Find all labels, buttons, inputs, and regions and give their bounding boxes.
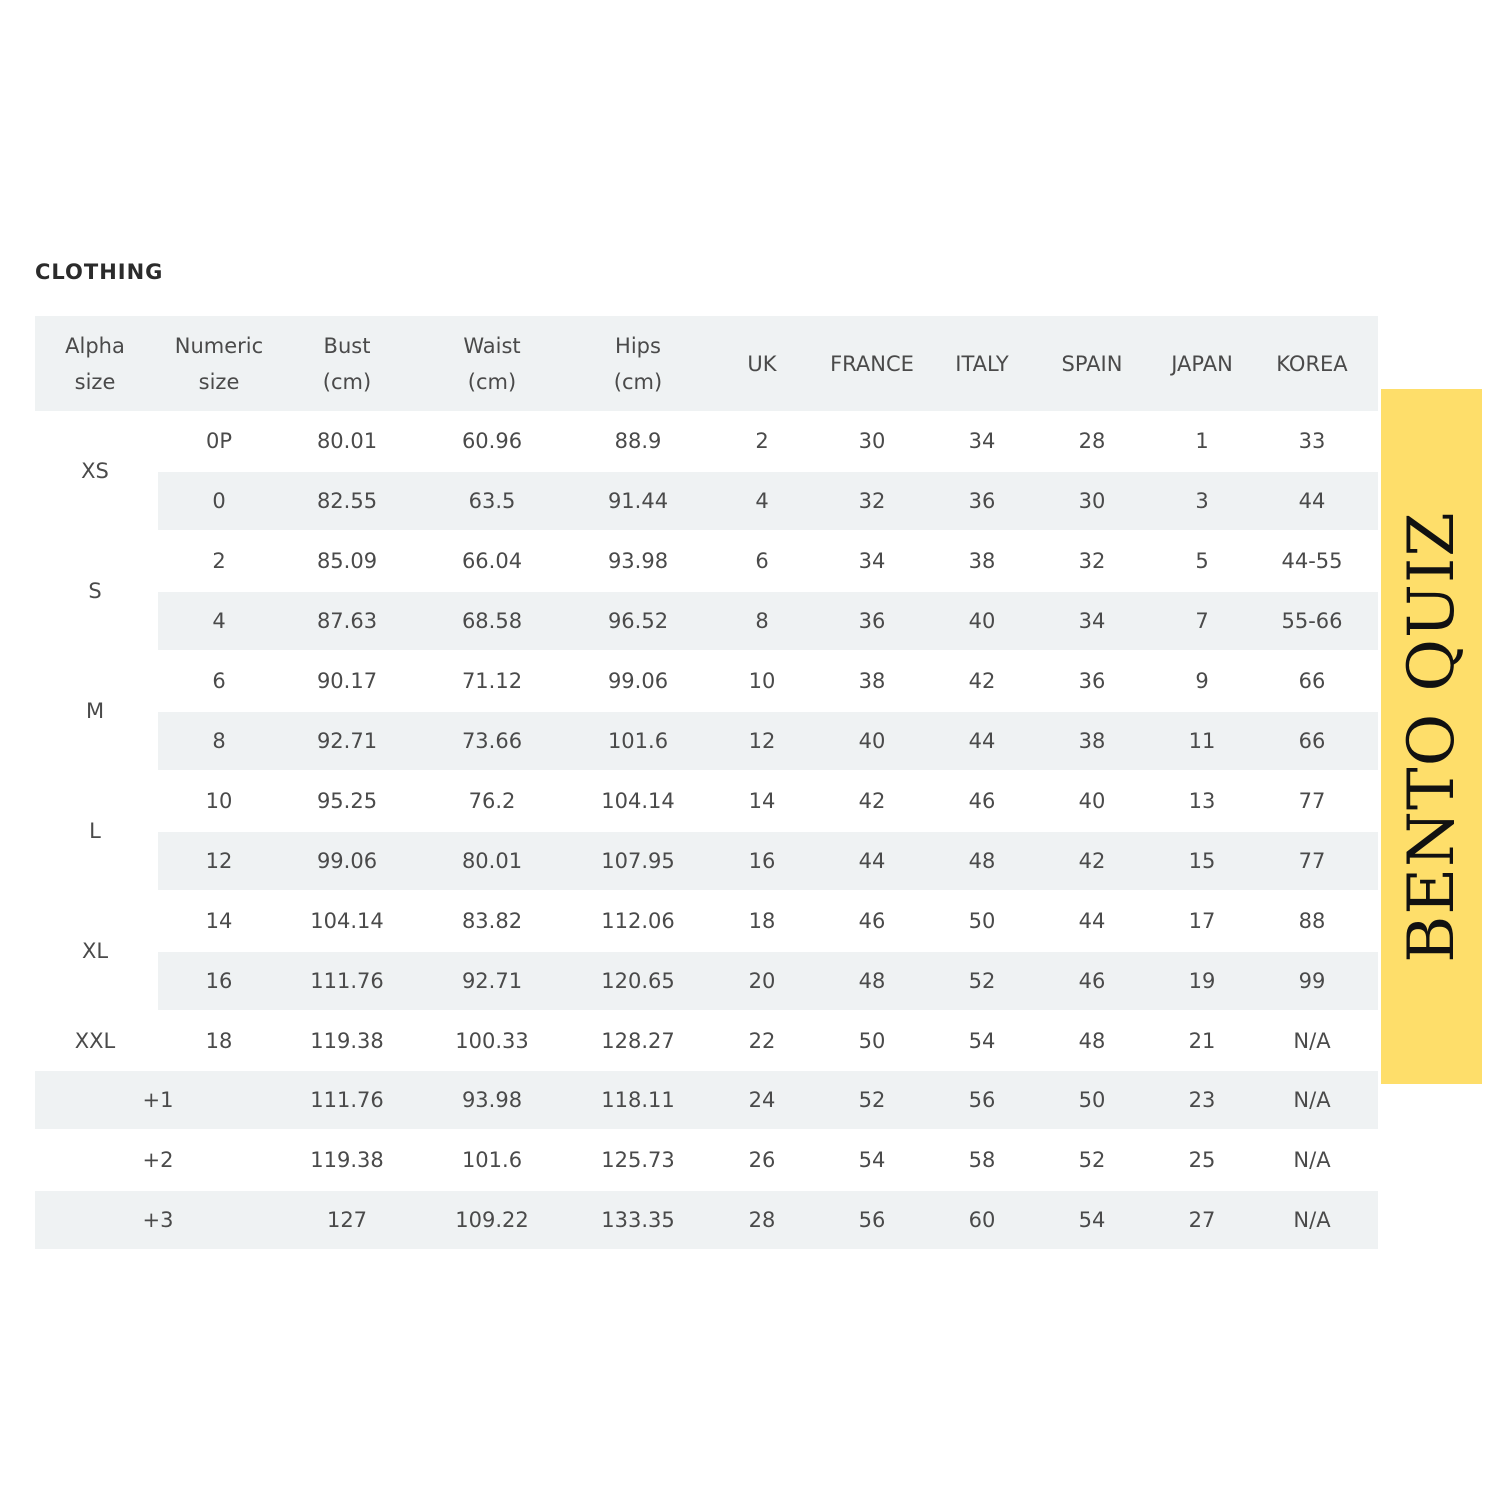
table-cell-japan: 15: [1188, 849, 1216, 873]
table-cell-numeric: 14: [205, 909, 233, 933]
table-cell-france: 40: [858, 729, 886, 753]
table-cell-waist: 100.33: [455, 1029, 529, 1053]
table-cell-uk: 28: [748, 1208, 776, 1232]
table-cell-alpha: +3: [142, 1208, 174, 1232]
column-header-line1: Bust: [323, 333, 371, 358]
table-cell-bust: 111.76: [310, 969, 384, 993]
table-cell-uk: 16: [748, 849, 776, 873]
bento-quiz-banner: [1381, 389, 1482, 1084]
table-cell-hips: 99.06: [607, 669, 669, 693]
table-cell-numeric: 16: [205, 969, 233, 993]
table-cell-hips: 88.9: [614, 429, 662, 453]
table-cell-france: 34: [858, 549, 886, 573]
table-cell-hips: 125.73: [601, 1148, 675, 1172]
table-cell-uk: 8: [755, 609, 769, 633]
column-header-line1: ITALY: [955, 351, 1009, 376]
table-cell-waist: 66.04: [461, 549, 523, 573]
alpha-size-group: S: [88, 579, 102, 603]
table-cell-bust: 95.25: [316, 789, 378, 813]
column-header: [277, 328, 417, 400]
table-cell-korea: N/A: [1293, 1208, 1331, 1232]
table-cell-france: 52: [858, 1088, 886, 1112]
table-cell-uk: 4: [755, 489, 769, 513]
table-cell-italy: 42: [968, 669, 996, 693]
table-cell-uk: 26: [748, 1148, 776, 1172]
table-cell-korea: 55-66: [1281, 609, 1343, 633]
table-cell-japan: 19: [1188, 969, 1216, 993]
column-header: [25, 328, 165, 400]
table-cell-hips: 112.06: [601, 909, 675, 933]
table-cell-japan: 13: [1188, 789, 1216, 813]
table-cell-alpha: XXL: [74, 1029, 116, 1053]
alpha-size-group: L: [89, 819, 101, 843]
table-cell-alpha: +2: [142, 1148, 174, 1172]
table-cell-waist: 92.71: [461, 969, 523, 993]
table-cell-bust: 119.38: [310, 1029, 384, 1053]
table-cell-uk: 12: [748, 729, 776, 753]
table-cell-italy: 34: [968, 429, 996, 453]
table-cell-italy: 50: [968, 909, 996, 933]
table-cell-japan: 7: [1195, 609, 1209, 633]
table-cell-italy: 38: [968, 549, 996, 573]
table-cell-france: 36: [858, 609, 886, 633]
table-cell-spain: 40: [1078, 789, 1106, 813]
table-cell-spain: 42: [1078, 849, 1106, 873]
column-header: [422, 328, 562, 400]
table-cell-korea: 77: [1298, 849, 1326, 873]
table-cell-hips: 101.6: [607, 729, 669, 753]
table-cell-spain: 44: [1078, 909, 1106, 933]
table-cell-spain: 54: [1078, 1208, 1106, 1232]
banner-text: BENTO QUIZ: [1394, 510, 1469, 963]
table-cell-korea: 77: [1298, 789, 1326, 813]
column-header-line1: UK: [747, 351, 777, 376]
table-cell-italy: 54: [968, 1029, 996, 1053]
table-cell-france: 54: [858, 1148, 886, 1172]
table-cell-spain: 48: [1078, 1029, 1106, 1053]
table-cell-korea: 44-55: [1281, 549, 1343, 573]
table-cell-italy: 40: [968, 609, 996, 633]
table-cell-hips: 128.27: [601, 1029, 675, 1053]
table-cell-spain: 38: [1078, 729, 1106, 753]
table-cell-bust: 111.76: [310, 1088, 384, 1112]
table-cell-uk: 14: [748, 789, 776, 813]
table-cell-bust: 82.55: [316, 489, 378, 513]
table-cell-france: 48: [858, 969, 886, 993]
table-cell-uk: 20: [748, 969, 776, 993]
table-cell-hips: 91.44: [607, 489, 669, 513]
column-header-line2: (cm): [467, 369, 517, 394]
table-cell-hips: 118.11: [601, 1088, 675, 1112]
section-title: CLOTHING: [35, 260, 164, 284]
alpha-size-group: XL: [81, 939, 109, 963]
table-cell-numeric: 0P: [205, 429, 233, 453]
column-header-line2: (cm): [322, 369, 372, 394]
table-cell-japan: 5: [1195, 549, 1209, 573]
table-cell-spain: 32: [1078, 549, 1106, 573]
table-cell-japan: 21: [1188, 1029, 1216, 1053]
table-cell-japan: 23: [1188, 1088, 1216, 1112]
table-cell-spain: 28: [1078, 429, 1106, 453]
table-cell-numeric: 12: [205, 849, 233, 873]
table-cell-numeric: 0: [212, 489, 226, 513]
table-cell-bust: 85.09: [316, 549, 378, 573]
table-cell-bust: 127: [326, 1208, 368, 1232]
table-cell-numeric: 10: [205, 789, 233, 813]
table-cell-france: 32: [858, 489, 886, 513]
table-cell-korea: 44: [1298, 489, 1326, 513]
table-cell-korea: N/A: [1293, 1148, 1331, 1172]
table-cell-waist: 60.96: [461, 429, 523, 453]
table-cell-bust: 90.17: [316, 669, 378, 693]
table-cell-bust: 80.01: [316, 429, 378, 453]
table-cell-numeric: 6: [212, 669, 226, 693]
table-cell-spain: 50: [1078, 1088, 1106, 1112]
table-cell-bust: 92.71: [316, 729, 378, 753]
table-cell-italy: 58: [968, 1148, 996, 1172]
table-cell-korea: N/A: [1293, 1088, 1331, 1112]
table-cell-waist: 76.2: [468, 789, 516, 813]
table-cell-france: 42: [858, 789, 886, 813]
table-cell-spain: 36: [1078, 669, 1106, 693]
table-cell-numeric: 2: [212, 549, 226, 573]
table-cell-italy: 44: [968, 729, 996, 753]
table-cell-france: 44: [858, 849, 886, 873]
column-header-line1: Numeric: [174, 333, 264, 358]
table-cell-spain: 34: [1078, 609, 1106, 633]
table-cell-spain: 46: [1078, 969, 1106, 993]
column-header: [149, 328, 289, 400]
column-header-line1: Waist: [463, 333, 521, 358]
table-cell-uk: 6: [755, 549, 769, 573]
column-header-line1: Hips: [615, 333, 661, 358]
table-cell-france: 56: [858, 1208, 886, 1232]
table-cell-korea: 66: [1298, 729, 1326, 753]
table-cell-bust: 104.14: [310, 909, 384, 933]
column-header-line1: Alpha: [65, 333, 125, 358]
table-cell-waist: 93.98: [461, 1088, 523, 1112]
table-cell-hips: 96.52: [607, 609, 669, 633]
column-header-line1: FRANCE: [830, 351, 914, 376]
table-cell-japan: 3: [1195, 489, 1209, 513]
table-cell-waist: 63.5: [468, 489, 516, 513]
table-cell-waist: 83.82: [461, 909, 523, 933]
table-cell-uk: 10: [748, 669, 776, 693]
table-cell-italy: 46: [968, 789, 996, 813]
table-cell-numeric: 4: [212, 609, 226, 633]
table-cell-uk: 18: [748, 909, 776, 933]
table-cell-bust: 119.38: [310, 1148, 384, 1172]
table-cell-japan: 11: [1188, 729, 1216, 753]
table-cell-numeric: 8: [212, 729, 226, 753]
table-cell-italy: 48: [968, 849, 996, 873]
table-cell-waist: 101.6: [461, 1148, 523, 1172]
table-cell-italy: 60: [968, 1208, 996, 1232]
table-cell-korea: 99: [1298, 969, 1326, 993]
column-header-line2: (cm): [613, 369, 663, 394]
table-cell-korea: 66: [1298, 669, 1326, 693]
column-header: [1242, 346, 1382, 382]
table-cell-hips: 120.65: [601, 969, 675, 993]
table-cell-hips: 93.98: [607, 549, 669, 573]
table-cell-uk: 22: [748, 1029, 776, 1053]
table-cell-france: 38: [858, 669, 886, 693]
table-cell-hips: 107.95: [601, 849, 675, 873]
table-cell-hips: 104.14: [601, 789, 675, 813]
table-cell-japan: 1: [1195, 429, 1209, 453]
column-header: [568, 328, 708, 400]
table-cell-japan: 17: [1188, 909, 1216, 933]
table-cell-uk: 24: [748, 1088, 776, 1112]
table-cell-korea: N/A: [1293, 1029, 1331, 1053]
column-header-line2: size: [74, 369, 116, 394]
table-cell-japan: 25: [1188, 1148, 1216, 1172]
table-cell-korea: 88: [1298, 909, 1326, 933]
table-cell-waist: 109.22: [455, 1208, 529, 1232]
table-cell-uk: 2: [755, 429, 769, 453]
alpha-size-group: XS: [81, 459, 109, 483]
table-cell-alpha: +1: [142, 1088, 174, 1112]
table-cell-waist: 80.01: [461, 849, 523, 873]
table-cell-italy: 52: [968, 969, 996, 993]
table-cell-italy: 56: [968, 1088, 996, 1112]
table-cell-france: 50: [858, 1029, 886, 1053]
table-cell-bust: 99.06: [316, 849, 378, 873]
table-cell-bust: 87.63: [316, 609, 378, 633]
table-cell-france: 46: [858, 909, 886, 933]
table-cell-japan: 27: [1188, 1208, 1216, 1232]
table-cell-waist: 71.12: [461, 669, 523, 693]
table-cell-waist: 68.58: [461, 609, 523, 633]
table-cell-spain: 30: [1078, 489, 1106, 513]
alpha-size-group: M: [85, 699, 105, 723]
table-cell-hips: 133.35: [601, 1208, 675, 1232]
column-header-line1: KOREA: [1276, 351, 1348, 376]
column-header-line1: SPAIN: [1061, 351, 1123, 376]
table-cell-korea: 33: [1298, 429, 1326, 453]
table-cell-japan: 9: [1195, 669, 1209, 693]
table-cell-france: 30: [858, 429, 886, 453]
column-header-line1: JAPAN: [1171, 351, 1233, 376]
table-cell-numeric: 18: [205, 1029, 233, 1053]
column-header-line2: size: [198, 369, 240, 394]
table-cell-italy: 36: [968, 489, 996, 513]
table-cell-waist: 73.66: [461, 729, 523, 753]
table-cell-spain: 52: [1078, 1148, 1106, 1172]
